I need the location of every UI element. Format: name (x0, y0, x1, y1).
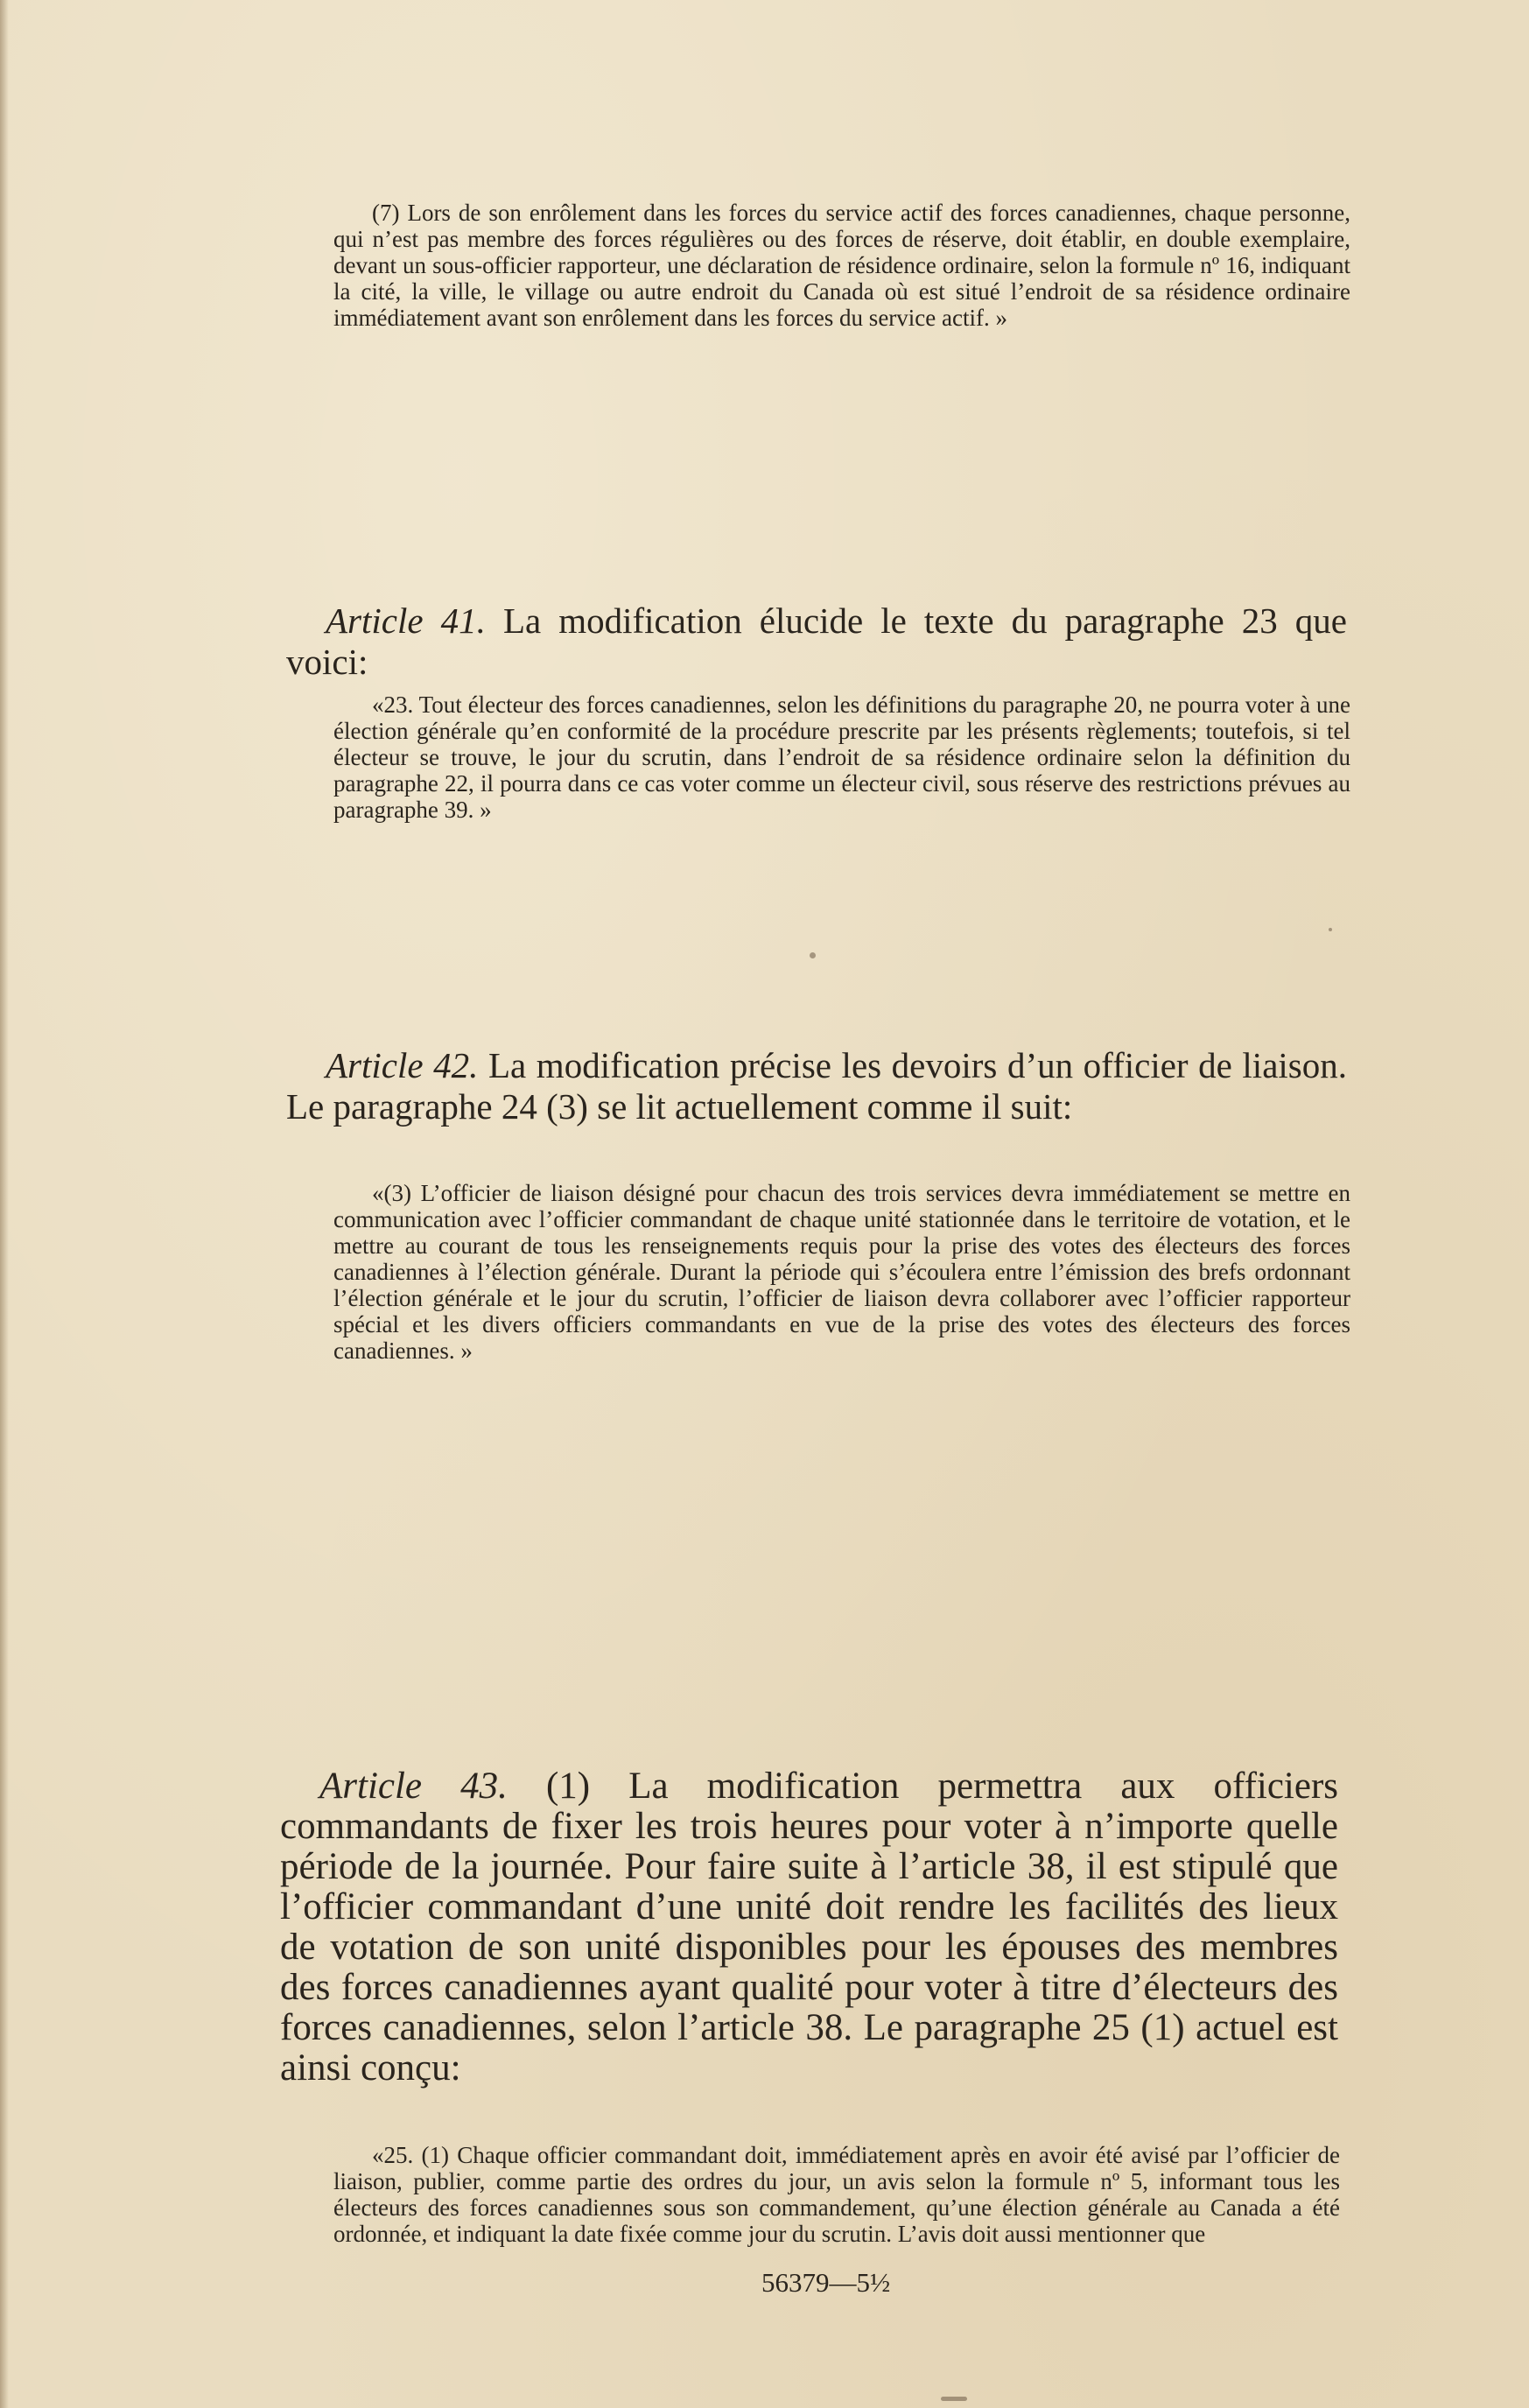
paper-speck (941, 2397, 967, 2401)
article-43-section (280, 1766, 1338, 2089)
article-42-quote: «(3) L’officier de liaison désigné pour chacun des trois services devra immédiatement se mettre en communication avec l’officier commandant de chaque unité stationnée dans le territoire de votation, et le mettre au courant de tous les renseignements requis pour la prise des votes des électeurs des forces canadiennes à l’élection générale. Durant la période qui s’écoulera entre l’émission des brefs ordonnant l’élection générale et le jour du scrutin, l’officier de liaison devra collaborer avec l’officier rapporteur spécial et les divers officiers commandants en vue de la prise des votes des électeurs des forces canadiennes. » (333, 1180, 1350, 1364)
article-42-label: Article 42. (326, 1045, 479, 1085)
article-43-quote: «25. (1) Chaque officier commandant doit, immédiatement après en avoir été avisé par l’officier de liaison, publier, comme partie des ordres du jour, un avis selon la formule nº 5, informant tous les électeurs des forces canadiennes sous son commandement, qu’une élection générale au Canada a été ordonnée, et indiquant la date fixée comme jour du scrutin. L’avis doit aussi mentionner que (333, 2142, 1340, 2247)
article-41-intro: La modification élucide le texte du paragraphe 23 que voici: (286, 600, 1348, 682)
page-footer-number: 56379—5½ (761, 2267, 891, 2298)
article-43-label: Article 43. (319, 1766, 508, 1807)
article-42-intro: La modification précise les devoirs d’un officier de liaison. Le paragraphe 24 (3) se lit actuellement comme il suit: (286, 1045, 1347, 1127)
article-42-section (286, 1045, 1347, 1127)
article-41-section (286, 600, 1347, 683)
page-edge-shadow (0, 0, 9, 2408)
article-43-intro: (1) La modification permettra aux officiers commandants de fixer les trois heures pour voter à n’importe quelle période de la journée. Pour faire suite à l’article 38, il est stipulé que l’officier commandant d’une unité doit rendre les facilités des lieux de votation de son unité disponibles pour les épouses des membres des forces canadiennes ayant qualité pour voter à titre d’électeurs des forces canadiennes, selon l’article 38. Le paragraphe 25 (1) actuel est ainsi conçu: (280, 1766, 1339, 2089)
article-41-label: Article 41. (326, 600, 486, 641)
article-41-quote: «23. Tout électeur des forces canadiennes, selon les définitions du paragraphe 20, ne pourra voter à une élection générale qu’en conformité de la procédure prescrite par les présents règlements; toutefois, si tel électeur se trouve, le jour du scrutin, dans l’endroit de sa résidence ordinaire selon la définition du paragraphe 22, il pourra dans ce cas voter comme un électeur civil, sous réserve des restrictions prévues au paragraphe 39. » (333, 692, 1350, 823)
paper-speck (810, 952, 816, 958)
paragraph-7: (7) Lors de son enrôlement dans les forces du service actif des forces canadiennes, chaque personne, qui n’est pas membre des forces régulières ou des forces de réserve, doit établir, en double exemplaire, devant un sous-officier rapporteur, une déclaration de résidence ordinaire, selon la formule nº 16, indiquant la cité, la ville, le village ou autre endroit du Canada où est situé l’endroit de sa résidence ordinaire immédiatement avant son enrôlement dans les forces du service actif. » (333, 200, 1350, 331)
paper-speck (1329, 928, 1332, 931)
